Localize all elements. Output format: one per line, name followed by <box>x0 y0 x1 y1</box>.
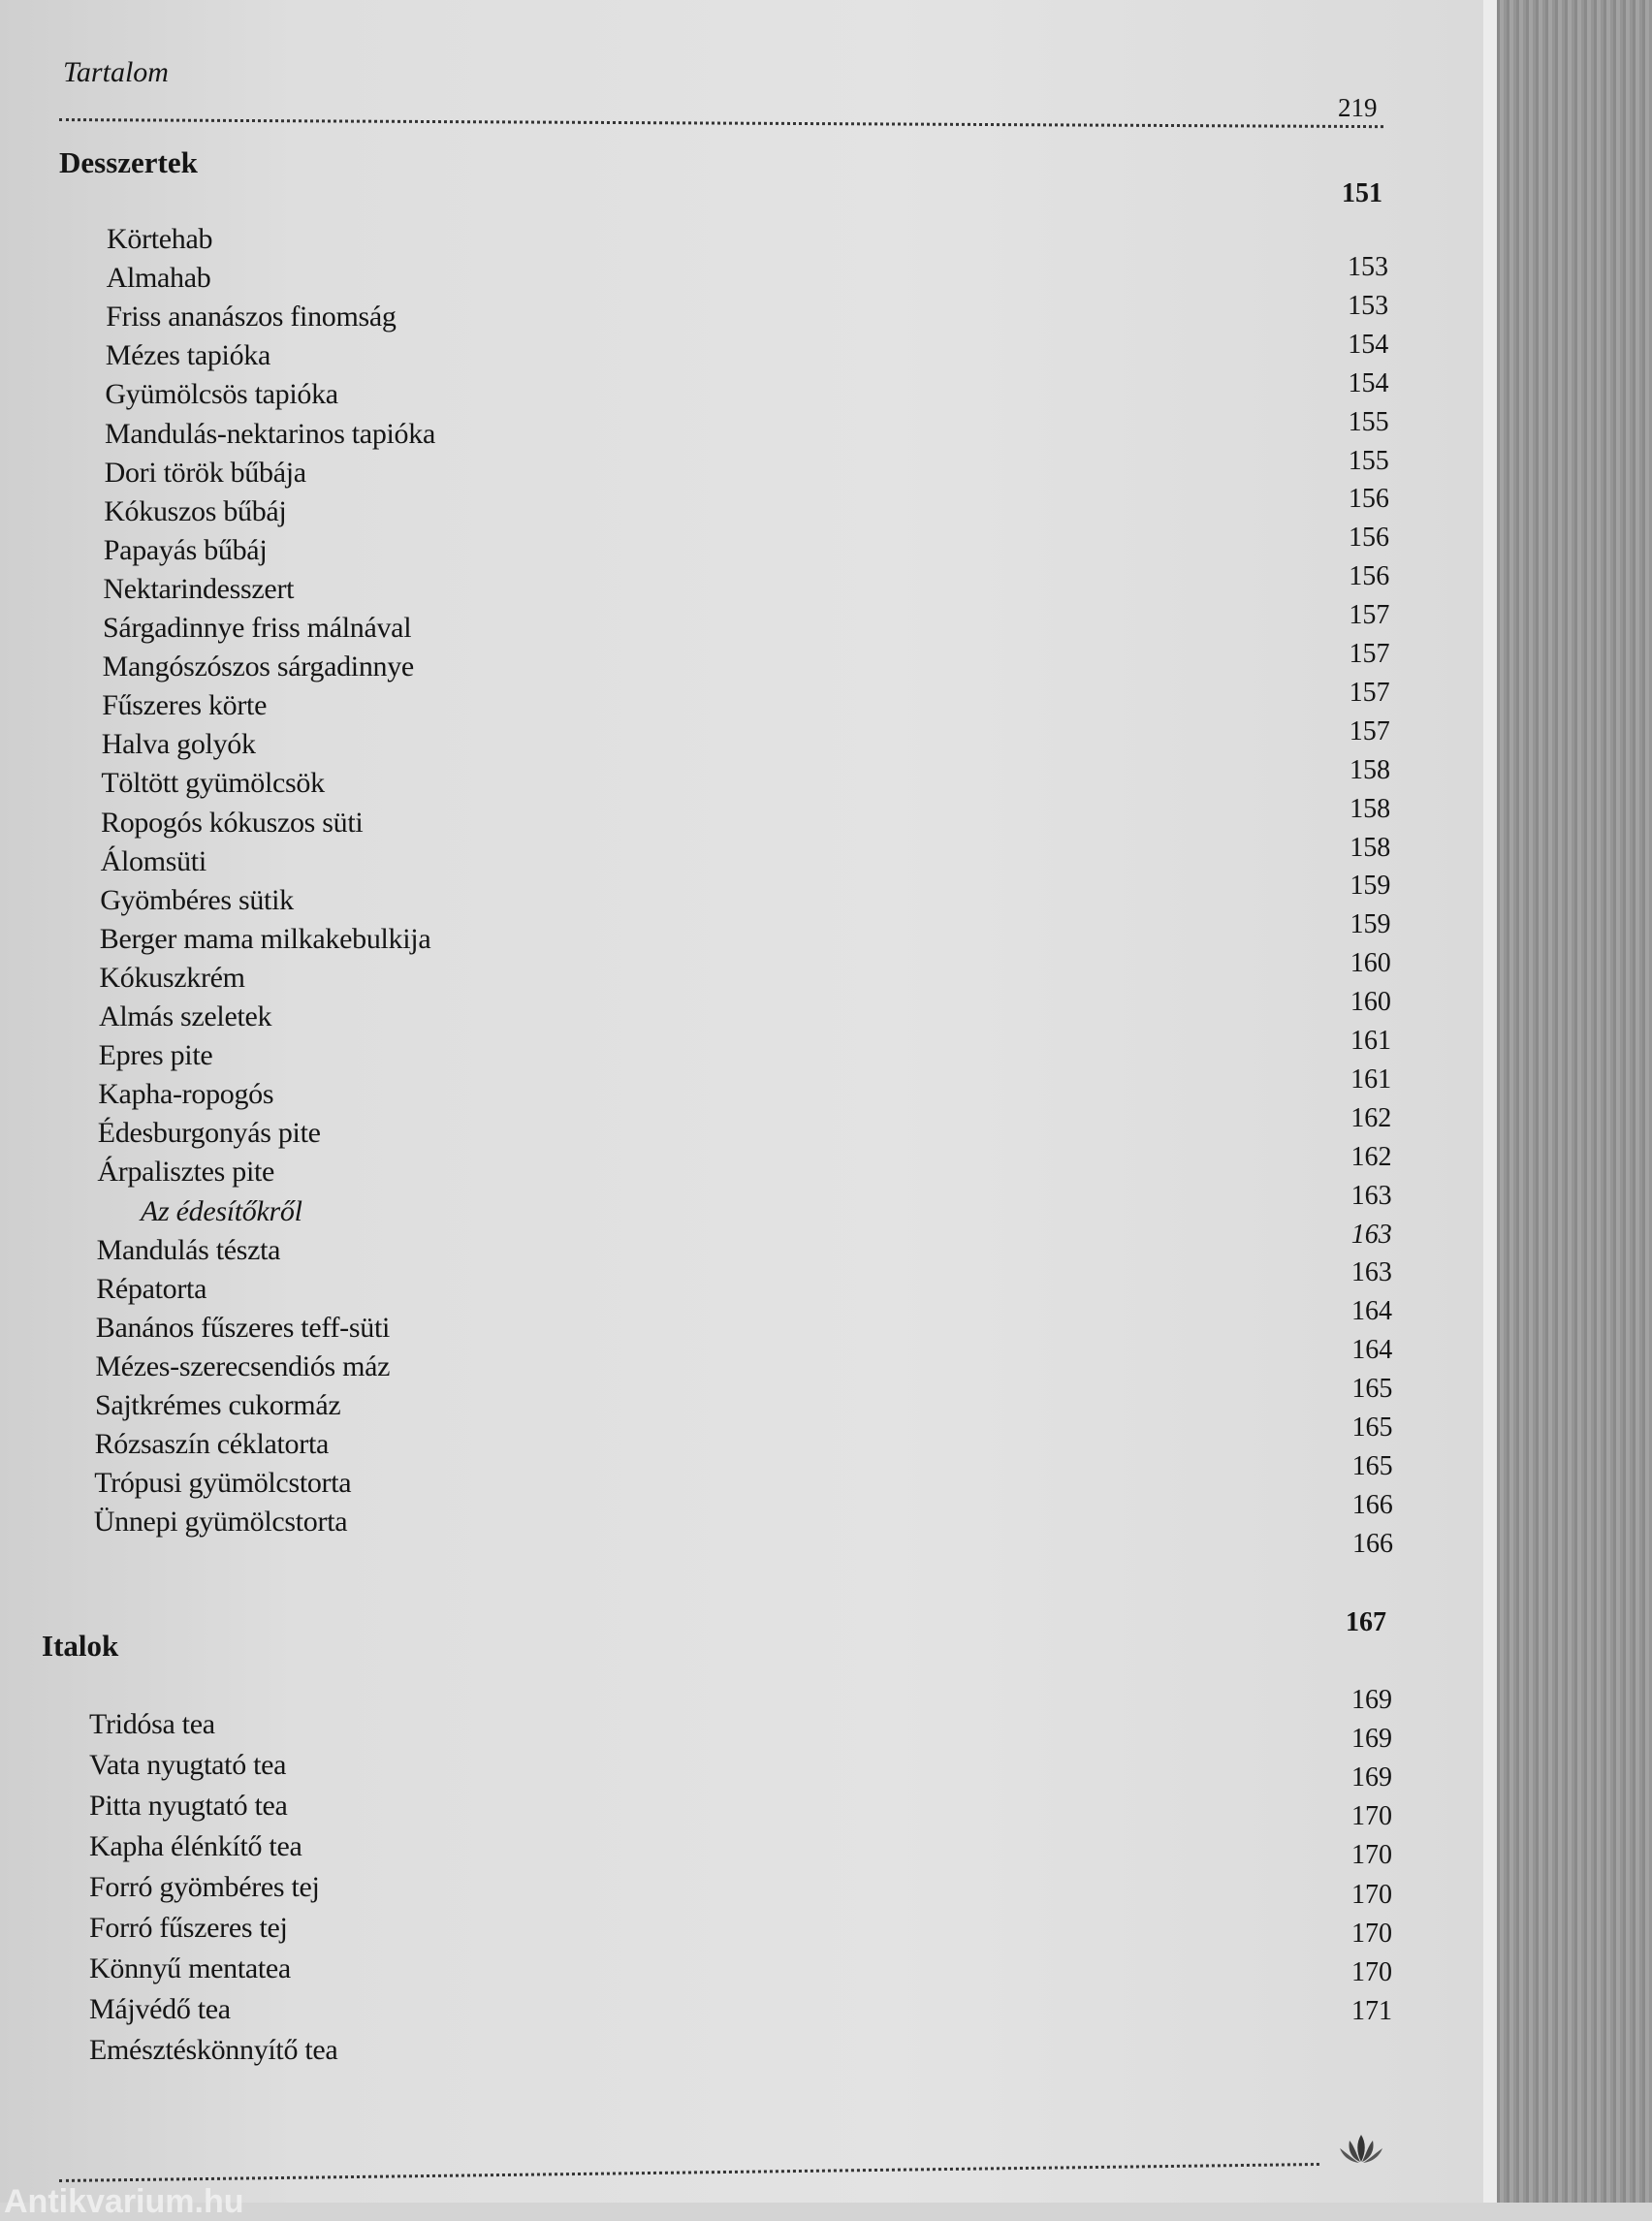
toc-entry: Friss ananászos finomság <box>106 301 397 333</box>
toc-page-number: 161 <box>1350 1026 1391 1056</box>
toc-page-number: 164 <box>1351 1296 1393 1327</box>
toc-entry: Töltött gyümölcsök <box>101 767 325 800</box>
toc-entry: Mézes tapióka <box>105 339 270 372</box>
toc-entry: Nektarindesszert <box>103 572 295 605</box>
toc-entry: Édesburgonyás pite <box>97 1117 321 1150</box>
toc-entry: Emésztéskönnyítő tea <box>89 2034 338 2066</box>
background-surface <box>1497 0 1652 2203</box>
toc-page-number: 170 <box>1351 1918 1392 1949</box>
toc-page-number: 156 <box>1348 484 1389 515</box>
toc-entry: Mangószószos sárgadinnye <box>102 650 414 683</box>
toc-page-number: 157 <box>1349 639 1390 669</box>
toc-entry: Epres pite <box>98 1039 213 1072</box>
running-header-title: Tartalom <box>63 56 169 88</box>
toc-entry: Kapha élénkítő tea <box>89 1830 302 1862</box>
toc-entry: Forró gyömbéres tej <box>89 1871 320 1903</box>
toc-page-number: 161 <box>1350 1063 1392 1095</box>
toc-entry: Kókuszos bűbáj <box>104 494 287 527</box>
toc-entry: Sajtkrémes cukormáz <box>95 1389 341 1421</box>
toc-entry: Dori török bűbája <box>104 456 306 489</box>
toc-entry: Sárgadinnye friss málnával <box>103 612 412 644</box>
toc-page-number: 165 <box>1351 1374 1393 1405</box>
toc-page-number: 153 <box>1348 290 1389 321</box>
toc-page-number: 157 <box>1349 715 1390 746</box>
toc-entry: Gyömbéres sütik <box>100 883 294 916</box>
toc-entry: Almás szeletek <box>99 1000 272 1032</box>
toc-entry: Berger mama milkakebulkija <box>99 922 431 955</box>
toc-page-number: 162 <box>1350 1102 1392 1133</box>
toc-page-number: 157 <box>1349 600 1390 631</box>
toc-entry: Könnyű mentatea <box>89 1952 291 1984</box>
toc-page-number: 166 <box>1351 1489 1393 1520</box>
toc-entry: Gyümölcsös tapióka <box>105 378 338 411</box>
toc-page-number: 154 <box>1348 367 1389 398</box>
toc-page-number: 163 <box>1350 1180 1392 1211</box>
toc-entry: Ropogós kókuszos süti <box>101 806 364 839</box>
toc-page-number: 170 <box>1351 1840 1392 1871</box>
toc-page-number: 156 <box>1349 523 1390 554</box>
toc-entry: Halva golyók <box>101 728 256 761</box>
toc-page-number: 169 <box>1351 1724 1392 1755</box>
toc-entry: Körtehab <box>107 223 213 255</box>
toc-entry: Vata nyugtató tea <box>89 1749 287 1781</box>
toc-entry: Pitta nyugtató tea <box>89 1790 288 1822</box>
toc-entry: Almahab <box>106 262 211 295</box>
toc-entry: Fűszeres körte <box>102 689 268 722</box>
toc-page-number: 170 <box>1351 1956 1392 1987</box>
toc-page-number: 155 <box>1348 406 1389 437</box>
toc-page-number: 159 <box>1350 909 1391 940</box>
section-heading-desszertek: Desszertek <box>59 145 198 179</box>
toc-page-number: 159 <box>1350 871 1391 902</box>
toc-page-number: 155 <box>1348 445 1389 476</box>
toc-page-number: 153 <box>1348 252 1388 282</box>
toc-page-number: 158 <box>1350 793 1391 824</box>
toc-entry: Kókuszkrém <box>99 961 245 994</box>
toc-entry: Papayás bűbáj <box>103 533 268 566</box>
toc-entry: Banános fűszeres teff-süti <box>95 1311 391 1344</box>
toc-entry: Mandulás tészta <box>96 1233 281 1266</box>
lotus-icon <box>1338 2133 1384 2166</box>
toc-entry: Az édesítőkről <box>141 1194 302 1227</box>
toc-page-number: 171 <box>1351 1995 1392 2026</box>
toc-entry: Rózsaszín céklatorta <box>94 1428 329 1461</box>
toc-page-number: 162 <box>1350 1141 1392 1172</box>
page-number: 219 <box>1338 93 1378 122</box>
toc-page-number: 165 <box>1351 1412 1393 1443</box>
toc-page-number: 156 <box>1349 561 1390 592</box>
toc-page-number: 163 <box>1350 1219 1392 1250</box>
toc-entry: Répatorta <box>96 1272 207 1305</box>
toc-page-number: 163 <box>1350 1257 1392 1288</box>
toc-entry: Trópusi gyümölcstorta <box>94 1467 352 1500</box>
toc-page-number: 169 <box>1351 1762 1392 1793</box>
toc-entry: Májvédő tea <box>89 1993 231 2025</box>
toc-page-number: 160 <box>1350 948 1391 979</box>
toc-entry: Forró fűszeres tej <box>89 1912 288 1944</box>
toc-page-number: 157 <box>1349 677 1390 708</box>
toc-page-number: 169 <box>1351 1685 1392 1715</box>
toc-entry: Álomsüti <box>100 844 206 877</box>
toc-page-number: 165 <box>1351 1450 1393 1481</box>
toc-entry: Tridósa tea <box>89 1708 215 1740</box>
toc-page-number: 170 <box>1351 1879 1392 1910</box>
toc-page-number: 164 <box>1351 1335 1393 1366</box>
toc-entry: Kapha-ropogós <box>98 1078 274 1111</box>
toc-entry: Ünnepi gyümölcstorta <box>93 1506 348 1539</box>
toc-page-number: 166 <box>1351 1528 1393 1559</box>
page-edge <box>1483 0 1497 2203</box>
toc-entry: Mandulás-nektarinos tapióka <box>105 417 435 450</box>
section-page-desszertek: 151 <box>1342 178 1382 208</box>
toc-page-number: 154 <box>1348 329 1389 360</box>
toc-page-number: 160 <box>1350 987 1391 1018</box>
toc-page-number: 158 <box>1350 832 1391 863</box>
watermark: Antikvarium.hu <box>4 2183 244 2220</box>
toc-entry: Árpalisztes pite <box>97 1156 275 1189</box>
toc-page-number: 170 <box>1351 1801 1392 1832</box>
toc-page-number: 158 <box>1349 754 1390 785</box>
section-heading-italok: Italok <box>42 1629 119 1663</box>
section-page-italok: 167 <box>1346 1607 1386 1637</box>
toc-entry: Mézes-szerecsendiós máz <box>95 1349 391 1382</box>
